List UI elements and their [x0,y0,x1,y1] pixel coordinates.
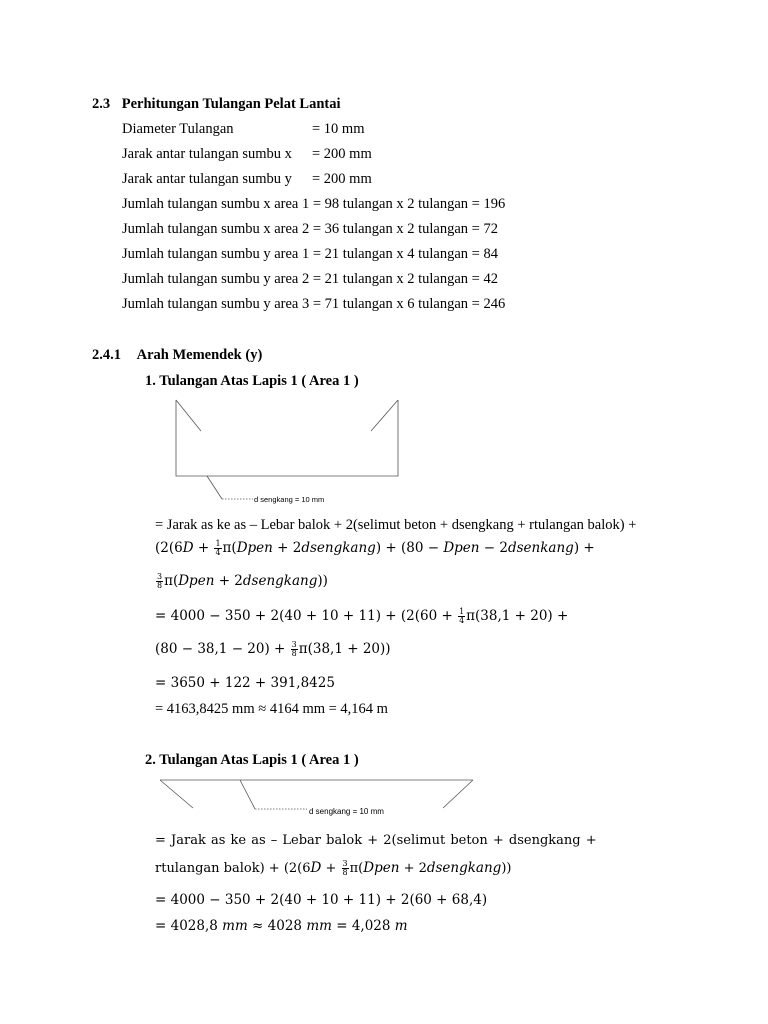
rebar-hook-right [443,780,473,808]
section-heading-2-4-1 [92,347,262,364]
equation-line: = 4000 − 350 + 2(40 + 10 + 11) + (2(60 + $\frac{1}{4}$ π(38,1 + 20) + [155,607,569,625]
equation-line: = Jarak as ke as – Lebar balok + 2(selimut beton + dsengkang + rtulangan balok) + [155,517,637,533]
row-label: Jarak antar tulangan sumbu x [122,146,292,162]
section-title: Perhitungan Tulangan Pelat Lantai [121,96,341,112]
section-title: Arah Memendek (y) [136,347,263,363]
rebar-outline [176,400,398,476]
fraction: $\frac{3}{8}$ [157,572,163,590]
equation-line: = Jarak as ke as – Lebar balok + 2(selimut beton + dsengkang + [155,833,597,848]
fraction: $\frac{3}{8}$ [291,640,297,658]
leader-line [207,476,222,499]
row-diameter [122,121,234,138]
rebar-hook-right [371,400,398,431]
fraction: $\frac{3}{8}$ [342,859,348,877]
equation-line: = 3650 + 122 + 391,8425 [155,675,335,691]
equation-result: = 4028,8 mm ≈ 4028 mm = 4,028 m [155,918,408,934]
diagram-label: d sengkang = 10 mm [309,807,384,816]
leader-line [240,780,255,809]
equation-line: (80 − 38,1 − 20) + $\frac{3}{8}$ π(38,1 + 20)) [155,640,391,658]
item-heading-1: 1. Tulangan Atas Lapis 1 ( Area 1 ) [145,373,359,389]
row-value: = 200 mm [312,171,372,187]
rebar-hook-left [176,400,201,431]
equation-line: rtulangan balok) + (2(6D + $\frac{3}{8}$ π(Dpen + 2dsengkang)) [155,859,512,877]
rebar-diagram-2 [155,776,480,824]
row-label: Diameter Tulangan [122,121,234,137]
item-heading-2: 2. Tulangan Atas Lapis 1 ( Area 1 ) [145,752,359,768]
text-line: Jumlah tulangan sumbu y area 1 = 21 tulangan x 4 tulangan = 84 [122,246,498,262]
equation-line: = 4000 − 350 + 2(40 + 10 + 11) + 2(60 + 68,4) [155,892,488,908]
text-line: Jumlah tulangan sumbu x area 1 = 98 tulangan x 2 tulangan = 196 [122,196,506,212]
equation-line: $\frac{3}{8}$ π(Dpen + 2dsengkang)) [157,572,328,590]
text-line: Jumlah tulangan sumbu x area 2 = 36 tulangan x 2 tulangan = 72 [122,221,498,237]
fraction: $\frac{1}{4}$ [459,607,465,625]
fraction: $\frac{1}{4}$ [215,539,221,557]
rebar-hook-left [160,780,193,808]
row-value: = 10 mm [312,121,365,137]
equation-result: = 4163,8425 mm ≈ 4164 mm = 4,164 m [155,701,388,717]
rebar-diagram-1 [170,396,410,508]
section-number: 2.3 [92,96,111,112]
section-heading-2-3 [92,96,341,113]
row-value: = 200 mm [312,146,372,162]
text-line: Jumlah tulangan sumbu y area 3 = 71 tulangan x 6 tulangan = 246 [122,296,506,312]
text-line: Jumlah tulangan sumbu y area 2 = 21 tulangan x 2 tulangan = 42 [122,271,498,287]
row-label: Jarak antar tulangan sumbu y [122,171,292,187]
section-number: 2.4.1 [92,347,121,363]
equation-line: (2(6D + $\frac{1}{4}$ π(Dpen + 2dsengkang) + (80 − Dpen − 2dsenkang) + [155,539,595,557]
diagram-label: d sengkang = 10 mm [254,495,325,504]
